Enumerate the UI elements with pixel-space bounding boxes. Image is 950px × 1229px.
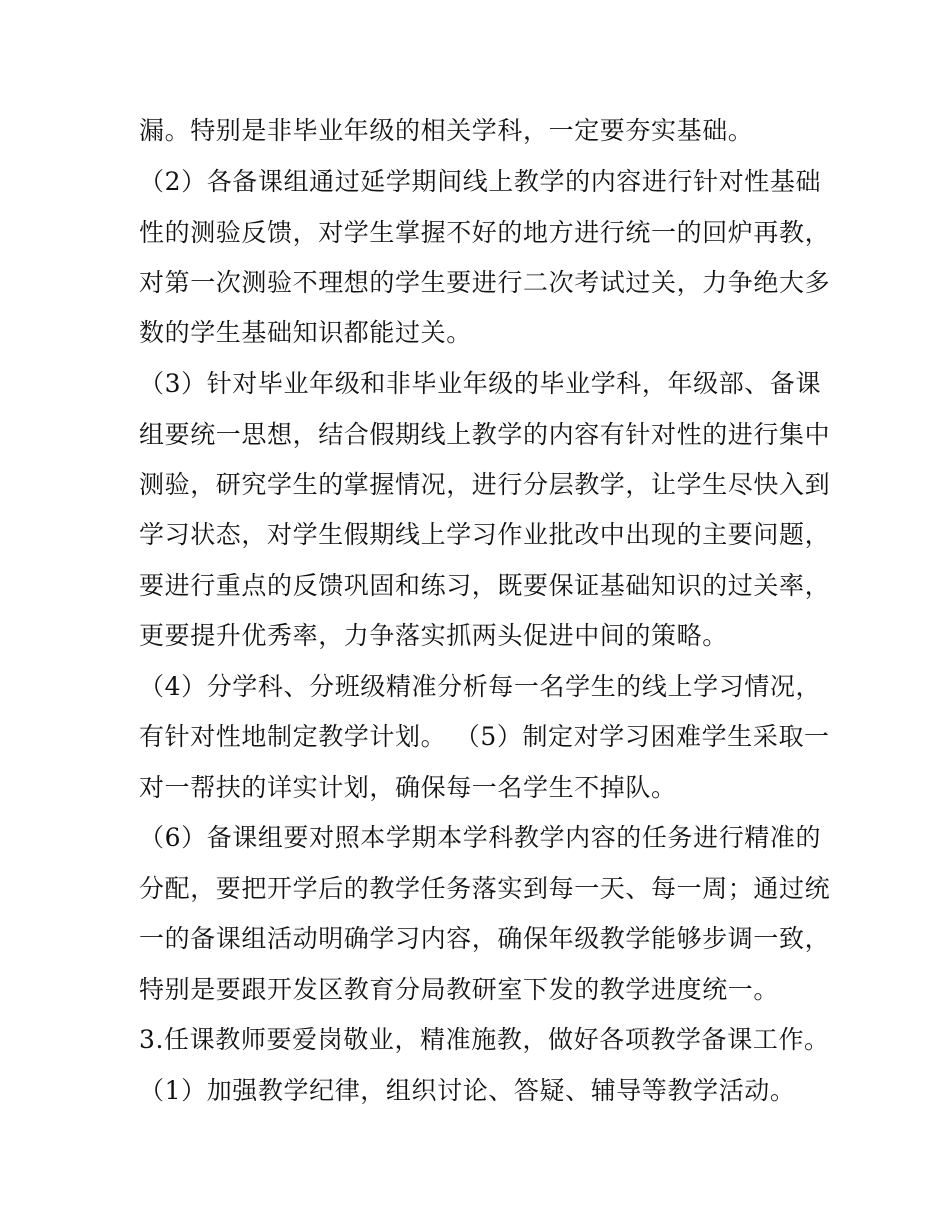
text-line: 有针对性地制定教学计划。 （5）制定对学习困难学生采取一 (139, 722, 830, 751)
text-line: 对第一次测验不理想的学生要进行二次考试过关，力争绝大多 (139, 268, 831, 297)
text-line: （3）针对毕业年级和非毕业年级的毕业学科，年级部、备课 (139, 369, 822, 398)
text-line: （2）各备课组通过延学期间线上教学的内容进行针对性基础 (139, 167, 822, 196)
text-line: （6）备课组要对照本学期本学科教学内容的任务进行精准的 (139, 823, 822, 852)
text-line: （1）加强教学纪律，组织讨论、答疑、辅导等教学活动。 (139, 1076, 796, 1105)
text-line: 测验，研究学生的掌握情况，进行分层教学，让学生尽快入到 (139, 470, 831, 499)
text-line: 分配，要把开学后的教学任务落实到每一天、每一周；通过统 (139, 874, 831, 903)
text-line: 一的备课组活动明确学习内容，确保年级教学能够步调一致， (139, 924, 831, 953)
text-line: 性的测验反馈，对学生掌握不好的地方进行统一的回炉再教， (139, 218, 831, 247)
text-line: （4）分学科、分班级精准分析每一名学生的线上学习情况， (139, 672, 822, 701)
text-line: 对一帮扶的详实计划，确保每一名学生不掉队。 (139, 773, 677, 802)
text-line: 更要提升优秀率，力争落实抓两头促进中间的策略。 (139, 621, 728, 650)
text-line: 组要统一思想，结合假期线上教学的内容有针对性的进行集中 (139, 420, 831, 449)
text-line: 特别是要跟开发区教育分局教研室下发的教学进度统一。 (139, 975, 780, 1004)
text-line: 数的学生基础知识都能过关。 (139, 318, 472, 347)
text-line: 3.任课教师要爱岗敬业，精准施教，做好各项教学备课工作。 (139, 1025, 830, 1054)
text-line: 要进行重点的反馈巩固和练习，既要保证基础知识的过关率， (139, 571, 831, 600)
text-line: 漏。特别是非毕业年级的相关学科，一定要夯实基础。 (139, 116, 754, 145)
text-line: 学习状态，对学生假期线上学习作业批改中出现的主要问题， (139, 520, 831, 549)
